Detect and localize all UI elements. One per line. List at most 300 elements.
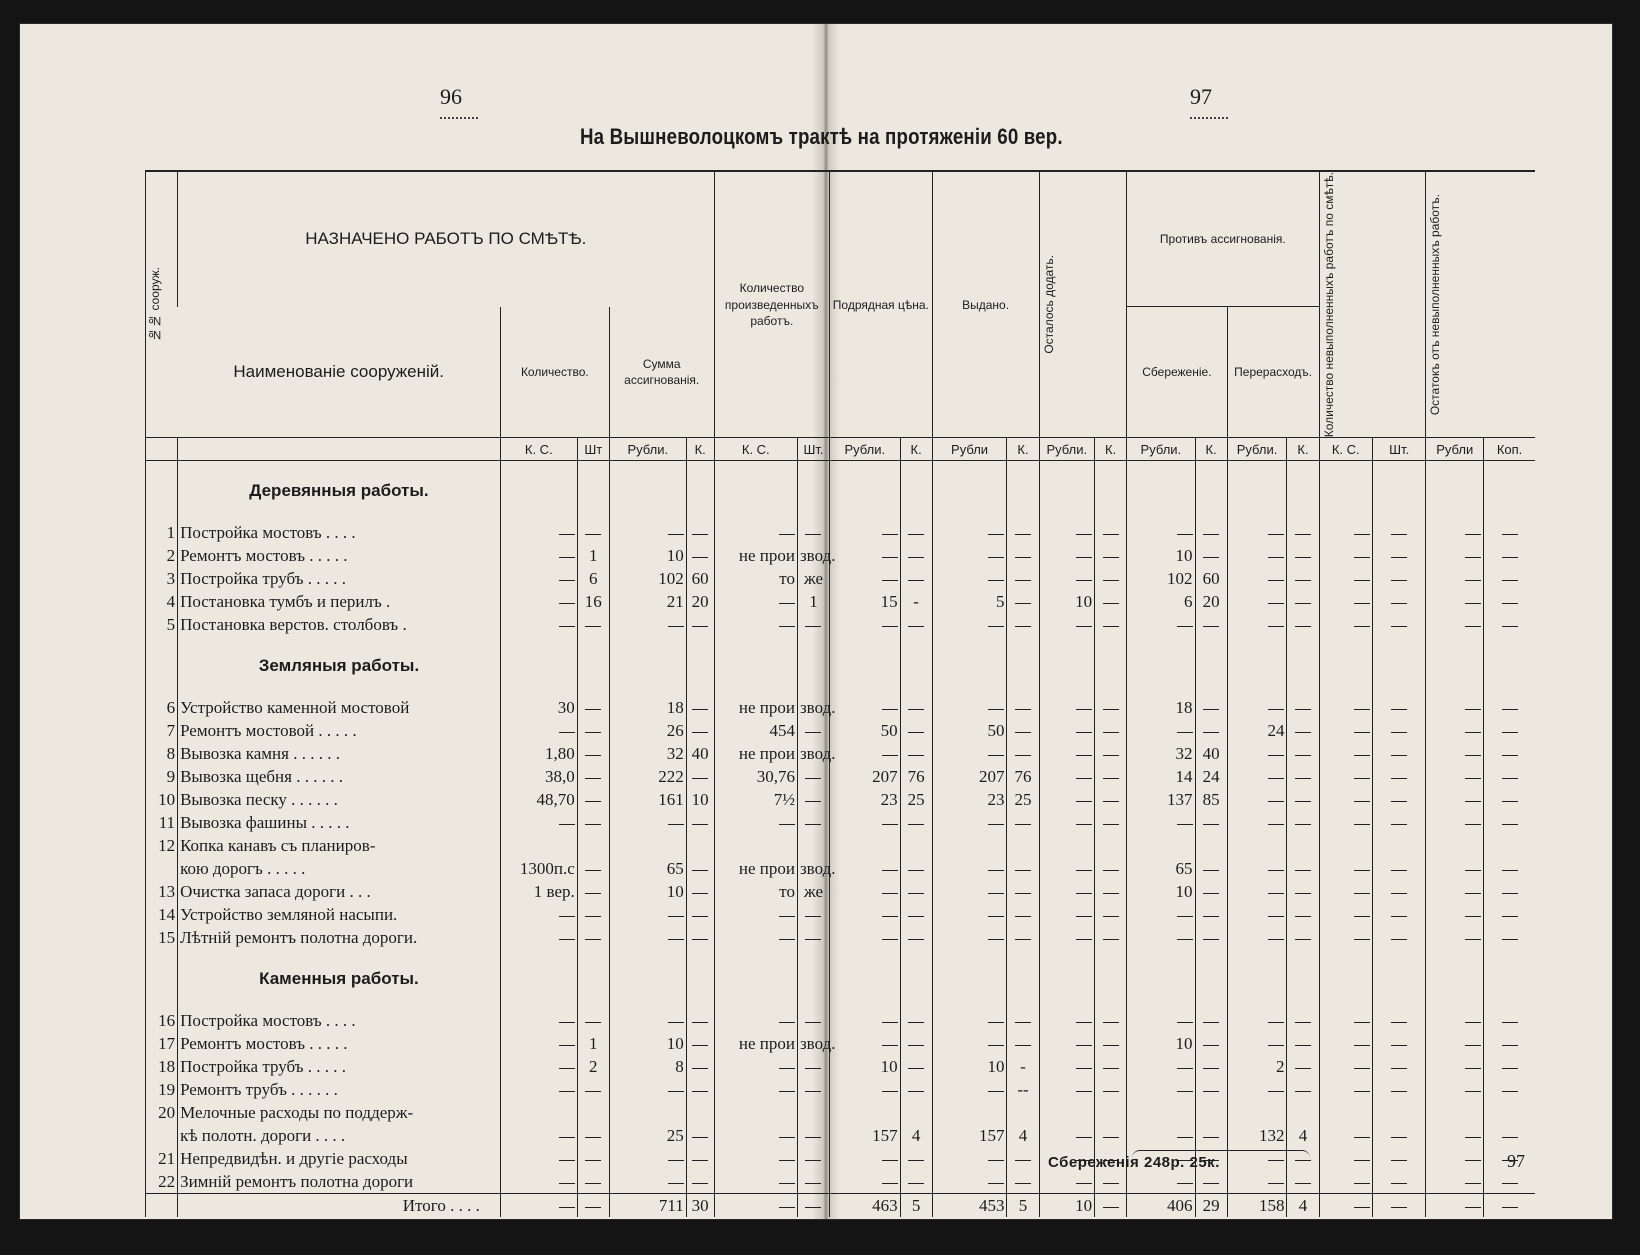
row-name: Постановка верстов. столбовъ .: [178, 613, 501, 636]
dash-mark: [908, 1068, 924, 1069]
table-cell: 32: [1127, 742, 1195, 765]
dash-mark: [1465, 824, 1481, 825]
table-cell: [1227, 857, 1287, 880]
table-cell: [830, 1170, 901, 1194]
table-cell: [1426, 926, 1484, 949]
table-cell: же: [797, 567, 829, 590]
table-cell: [932, 742, 1007, 765]
dash-mark: [559, 824, 575, 825]
table-cell: [1319, 949, 1372, 1009]
table-cell: [577, 926, 609, 949]
dash-mark: [1076, 893, 1092, 894]
dash-mark: [1391, 778, 1407, 779]
table-cell: [714, 461, 797, 522]
dash-mark: [988, 755, 1004, 756]
table-cell: [686, 811, 714, 834]
dash-mark: [1015, 824, 1031, 825]
dash-mark: [1177, 1022, 1193, 1023]
unit-label: Рубли.: [1127, 438, 1195, 461]
dash-mark: [1295, 1022, 1311, 1023]
table-cell: [1039, 461, 1095, 522]
dash-mark: [1076, 1137, 1092, 1138]
dash-mark: [1076, 557, 1092, 558]
dash-mark: [585, 778, 601, 779]
table-cell: 76: [1007, 765, 1039, 788]
table-cell: [1287, 461, 1319, 522]
dash-mark: [1295, 603, 1311, 604]
table-cell: [1287, 1101, 1319, 1124]
dash-mark: [1502, 580, 1518, 581]
table-cell: [830, 1009, 901, 1032]
table-cell: [830, 521, 901, 544]
dash-mark: [1354, 939, 1370, 940]
row-number: 15: [146, 926, 178, 949]
header-sum: Сумма ассигнованія.: [609, 307, 714, 438]
table-cell: [500, 1170, 577, 1194]
dash-mark: [1502, 824, 1518, 825]
header-contract: Подрядная цѣна.: [830, 171, 933, 438]
dash-mark: [1502, 1207, 1518, 1208]
dash-mark: [882, 1045, 898, 1046]
table-cell: [830, 926, 901, 949]
row-name: Устройство земляной насыпи.: [178, 903, 501, 926]
table-row: [146, 590, 1536, 613]
total-cell: 4: [1287, 1194, 1319, 1218]
table-cell: [1319, 788, 1372, 811]
dash-mark: [1465, 916, 1481, 917]
table-cell: [1127, 521, 1195, 544]
table-cell: то: [714, 567, 797, 590]
dash-mark: [1076, 801, 1092, 802]
row-number: [146, 461, 178, 522]
ledger-table: [145, 170, 1535, 1217]
dash-mark: [805, 824, 821, 825]
table-cell: 10: [1127, 880, 1195, 903]
dash-mark: [1354, 1137, 1370, 1138]
dash-mark: [1354, 580, 1370, 581]
table-cell: [1227, 1101, 1287, 1124]
table-cell: [1484, 1124, 1535, 1147]
table-row: [146, 742, 1536, 765]
dash-mark: [805, 1160, 821, 1161]
table-cell: [1007, 544, 1039, 567]
dash-mark: [1295, 1091, 1311, 1092]
row-name: Ремонтъ мостовъ . . . . .: [178, 1032, 501, 1055]
row-number: 21: [146, 1147, 178, 1170]
table-cell: [1007, 903, 1039, 926]
total-cell: 406: [1127, 1194, 1195, 1218]
header-name: Наименованіе сооруженій.: [178, 307, 501, 438]
table-cell: [830, 903, 901, 926]
dash-mark: [882, 709, 898, 710]
dash-mark: [908, 1183, 924, 1184]
row-number: 7: [146, 719, 178, 742]
total-row: [146, 1194, 1536, 1218]
dash-mark: [1465, 709, 1481, 710]
table-cell: [1319, 544, 1372, 567]
table-cell: 137: [1127, 788, 1195, 811]
dash-mark: [1502, 557, 1518, 558]
dash-mark: [1465, 801, 1481, 802]
dash-mark: [1076, 580, 1092, 581]
table-cell: [1227, 567, 1287, 590]
table-cell: 85: [1195, 788, 1227, 811]
ledger-body: [146, 461, 1536, 1218]
dash-mark: [908, 1091, 924, 1092]
table-cell: [1426, 521, 1484, 544]
table-cell: [1484, 857, 1535, 880]
dash-mark: [1465, 603, 1481, 604]
table-cell: [1227, 880, 1287, 903]
table-cell: [1227, 461, 1287, 522]
dash-mark: [1295, 1183, 1311, 1184]
table-cell: 1: [577, 1032, 609, 1055]
section-title: Деревянныя работы.: [178, 461, 501, 522]
table-cell: [686, 461, 714, 522]
dash-mark: [1015, 939, 1031, 940]
table-cell: [686, 1055, 714, 1078]
dash-mark: [692, 1183, 708, 1184]
dash-mark: [1076, 916, 1092, 917]
table-cell: [1195, 1078, 1227, 1101]
table-cell: [714, 521, 797, 544]
table-cell: 60: [686, 567, 714, 590]
table-cell: [1287, 880, 1319, 903]
dash-mark: [779, 1137, 795, 1138]
table-cell: 222: [609, 765, 686, 788]
table-cell: 76: [900, 765, 932, 788]
table-cell: [1127, 461, 1195, 522]
table-cell: 26: [609, 719, 686, 742]
table-cell: [609, 1078, 686, 1101]
table-cell: [1095, 765, 1127, 788]
table-cell: [900, 1009, 932, 1032]
table-cell: [1287, 742, 1319, 765]
table-cell: [830, 1032, 901, 1055]
dash-mark: [1354, 1091, 1370, 1092]
table-cell: [577, 742, 609, 765]
table-cell: [797, 1124, 829, 1147]
table-cell: [932, 880, 1007, 903]
table-cell: [1007, 719, 1039, 742]
dash-mark: [1203, 1022, 1219, 1023]
table-cell: [1484, 613, 1535, 636]
table-row: [146, 719, 1536, 742]
table-cell: [797, 521, 829, 544]
table-cell: [900, 834, 932, 857]
table-row: [146, 834, 1536, 857]
table-cell: [1227, 636, 1287, 696]
table-cell: [1426, 567, 1484, 590]
total-label: Итого . . . .: [178, 1194, 501, 1218]
dash-mark: [1295, 778, 1311, 779]
table-cell: [1227, 834, 1287, 857]
dash-mark: [908, 1160, 924, 1161]
table-cell: [1287, 903, 1319, 926]
table-cell: [1484, 461, 1535, 522]
table-cell: не прои: [714, 857, 797, 880]
table-cell: [932, 544, 1007, 567]
dash-mark: [1295, 626, 1311, 627]
row-number: 11: [146, 811, 178, 834]
table-cell: [577, 461, 609, 522]
section-row: [146, 636, 1536, 696]
table-cell: [797, 765, 829, 788]
dash-mark: [692, 870, 708, 871]
table-cell: 50: [830, 719, 901, 742]
table-cell: [714, 1078, 797, 1101]
table-cell: [1007, 696, 1039, 719]
table-cell: 6: [1127, 590, 1195, 613]
table-cell: [1484, 1055, 1535, 1078]
row-name: Непредвидѣн. и другіе расходы: [178, 1147, 501, 1170]
table-cell: [714, 834, 797, 857]
row-number: 9: [146, 765, 178, 788]
table-cell: [1039, 788, 1095, 811]
dash-mark: [1502, 1068, 1518, 1069]
table-cell: [1095, 811, 1127, 834]
table-cell: [500, 811, 577, 834]
page-number-left: 96: [440, 84, 478, 119]
row-name: Вывозка фашины . . . . .: [178, 811, 501, 834]
dash-mark: [1268, 1022, 1284, 1023]
table-cell: [714, 1101, 797, 1124]
table-cell: [1484, 1101, 1535, 1124]
table-cell: 25: [609, 1124, 686, 1147]
table-cell: [932, 521, 1007, 544]
table-cell: [1007, 1009, 1039, 1032]
dash-mark: [1076, 1091, 1092, 1092]
table-cell: [714, 636, 797, 696]
table-cell: [1484, 903, 1535, 926]
header-against: Противъ ассигнованія.: [1127, 171, 1319, 307]
dash-mark: [1203, 916, 1219, 917]
table-cell: не прои: [714, 742, 797, 765]
table-row: [146, 926, 1536, 949]
dash-mark: [805, 732, 821, 733]
table-cell: 24: [1195, 765, 1227, 788]
dash-mark: [1103, 1207, 1119, 1208]
table-cell: [714, 1147, 797, 1170]
table-cell: [1484, 765, 1535, 788]
table-cell: [1227, 590, 1287, 613]
table-cell: [1372, 949, 1425, 1009]
table-cell: [1484, 1078, 1535, 1101]
table-cell: [1426, 1009, 1484, 1032]
table-cell: [686, 1170, 714, 1194]
total-cell: [714, 1194, 797, 1218]
table-cell: [900, 719, 932, 742]
dash-mark: [882, 580, 898, 581]
unit-label: Рубли.: [1039, 438, 1095, 461]
table-cell: [1287, 521, 1319, 544]
table-cell: [686, 1078, 714, 1101]
table-cell: 30,76: [714, 765, 797, 788]
table-cell: [577, 1147, 609, 1170]
row-name: кѣ полотн. дороги . . . .: [178, 1124, 501, 1147]
table-cell: [1426, 949, 1484, 1009]
table-cell: [1484, 567, 1535, 590]
total-cell: 10: [1039, 1194, 1095, 1218]
dash-mark: [692, 1091, 708, 1092]
dash-mark: [1268, 1183, 1284, 1184]
row-name: Вывозка камня . . . . . .: [178, 742, 501, 765]
table-cell: [1319, 1101, 1372, 1124]
table-cell: [1227, 544, 1287, 567]
table-cell: [830, 696, 901, 719]
row-name: Очистка запаса дороги . . .: [178, 880, 501, 903]
dash-mark: [1103, 824, 1119, 825]
table-cell: 7½: [714, 788, 797, 811]
dash-mark: [1295, 755, 1311, 756]
dash-mark: [1076, 1022, 1092, 1023]
dash-mark: [559, 603, 575, 604]
dash-mark: [1015, 755, 1031, 756]
dash-mark: [692, 626, 708, 627]
table-cell: звод.: [797, 857, 829, 880]
table-cell: [1039, 857, 1095, 880]
dash-mark: [1268, 557, 1284, 558]
dash-mark: [1295, 580, 1311, 581]
dash-mark: [1502, 1137, 1518, 1138]
dash-mark: [805, 1068, 821, 1069]
table-cell: [1039, 903, 1095, 926]
dash-mark: [1177, 916, 1193, 917]
dash-mark: [1502, 732, 1518, 733]
table-cell: [609, 521, 686, 544]
row-number: [146, 636, 178, 696]
table-cell: [932, 613, 1007, 636]
table-cell: [1195, 1170, 1227, 1194]
dash-mark: [1015, 1160, 1031, 1161]
table-cell: [900, 1032, 932, 1055]
dash-mark: [1391, 557, 1407, 558]
table-cell: [1319, 926, 1372, 949]
table-cell: [714, 590, 797, 613]
row-number: 20: [146, 1101, 178, 1124]
dash-mark: [1391, 939, 1407, 940]
dash-mark: [1295, 557, 1311, 558]
table-row: [146, 811, 1536, 834]
table-cell: [714, 926, 797, 949]
table-cell: [1039, 765, 1095, 788]
table-cell: [932, 1147, 1007, 1170]
dash-mark: [1391, 893, 1407, 894]
dash-mark: [585, 1183, 601, 1184]
table-cell: [1319, 1032, 1372, 1055]
dash-mark: [1295, 939, 1311, 940]
table-cell: 157: [830, 1124, 901, 1147]
table-cell: 50: [932, 719, 1007, 742]
dash-mark: [668, 626, 684, 627]
table-cell: [609, 903, 686, 926]
dash-mark: [1354, 824, 1370, 825]
dash-mark: [882, 534, 898, 535]
table-cell: [609, 461, 686, 522]
dash-mark: [779, 1022, 795, 1023]
table-cell: [1007, 613, 1039, 636]
table-cell: [1039, 811, 1095, 834]
dash-mark: [692, 1068, 708, 1069]
table-cell: [1227, 903, 1287, 926]
dash-mark: [988, 1183, 1004, 1184]
table-cell: [609, 636, 686, 696]
dash-mark: [1103, 1068, 1119, 1069]
table-cell: [900, 567, 932, 590]
dash-mark: [1103, 534, 1119, 535]
table-cell: [797, 903, 829, 926]
table-cell: [1195, 521, 1227, 544]
table-cell: [1319, 1055, 1372, 1078]
table-cell: [1484, 521, 1535, 544]
table-cell: [1039, 613, 1095, 636]
table-cell: [1195, 857, 1227, 880]
table-cell: [1319, 1009, 1372, 1032]
table-cell: [1095, 1124, 1127, 1147]
table-cell: [1426, 857, 1484, 880]
dash-mark: [1465, 755, 1481, 756]
table-cell: [797, 834, 829, 857]
table-cell: [1227, 1009, 1287, 1032]
table-cell: [1227, 1170, 1287, 1194]
dash-mark: [908, 916, 924, 917]
table-cell: [1484, 811, 1535, 834]
unit-label: Рубли.: [609, 438, 686, 461]
dash-mark: [1203, 893, 1219, 894]
table-cell: [1372, 926, 1425, 949]
table-cell: [1127, 1124, 1195, 1147]
table-cell: [1484, 834, 1535, 857]
table-cell: [932, 1078, 1007, 1101]
dash-mark: [1354, 1068, 1370, 1069]
dash-mark: [1354, 1183, 1370, 1184]
table-cell: звод.: [797, 544, 829, 567]
table-cell: [1426, 544, 1484, 567]
table-cell: 40: [1195, 742, 1227, 765]
dash-mark: [1465, 1091, 1481, 1092]
table-cell: [1127, 903, 1195, 926]
table-cell: [1195, 1032, 1227, 1055]
page-number-right: 97: [1190, 84, 1228, 119]
table-cell: [1319, 461, 1372, 522]
table-cell: звод.: [797, 1032, 829, 1055]
dash-mark: [1354, 603, 1370, 604]
dash-mark: [585, 755, 601, 756]
table-cell: [1426, 788, 1484, 811]
table-cell: [1227, 811, 1287, 834]
table-cell: [609, 613, 686, 636]
dash-mark: [1354, 1160, 1370, 1161]
table-cell: [900, 1101, 932, 1124]
table-cell: [1095, 590, 1127, 613]
row-name: Зимній ремонтъ полотна дороги: [178, 1170, 501, 1194]
dash-mark: [1268, 534, 1284, 535]
total-cell: 30: [686, 1194, 714, 1218]
table-cell: [1287, 696, 1319, 719]
table-cell: [932, 857, 1007, 880]
table-cell: [1127, 926, 1195, 949]
total-cell: [797, 1194, 829, 1218]
table-cell: [1319, 521, 1372, 544]
table-row: [146, 1078, 1536, 1101]
dash-mark: [1203, 1183, 1219, 1184]
dash-mark: [692, 824, 708, 825]
table-cell: [500, 613, 577, 636]
dash-mark: [882, 870, 898, 871]
dash-mark: [779, 824, 795, 825]
table-cell: [577, 1009, 609, 1032]
table-cell: [1484, 880, 1535, 903]
